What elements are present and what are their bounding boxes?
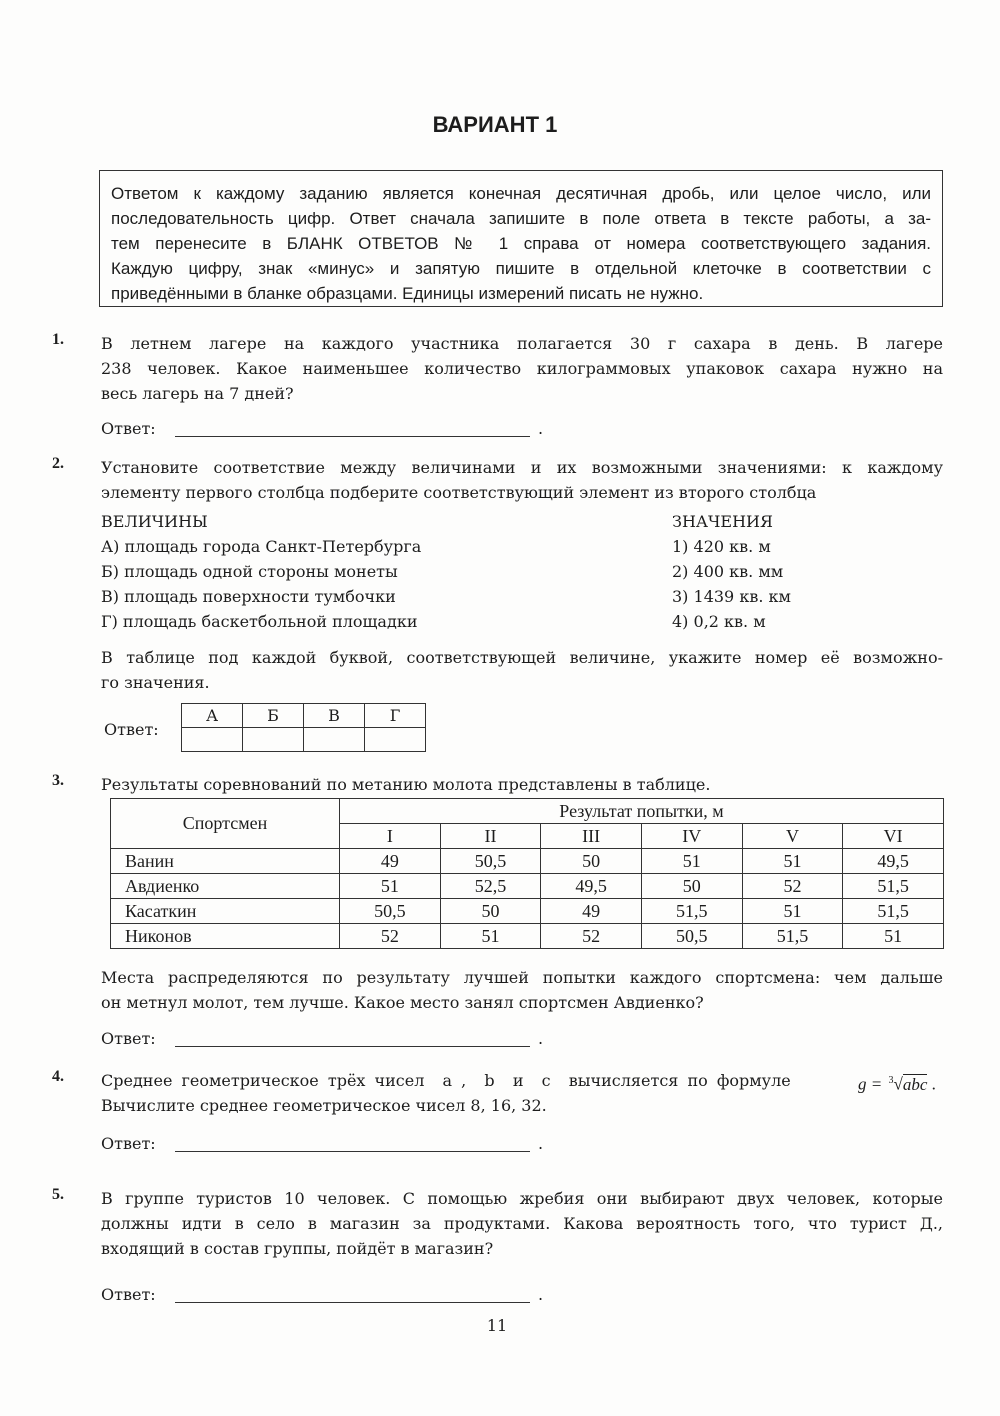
text-line: Результаты соревнований по метанию молота представлены в таблице. [101, 775, 711, 794]
task-number-5: 5. [52, 1186, 64, 1203]
task-number-2: 2. [52, 455, 64, 472]
result-cell: 51,5 [843, 899, 944, 924]
column-header: ЗНАЧЕНИЯ [672, 512, 773, 531]
answer-field-1[interactable] [175, 436, 530, 437]
text-line: весь лагерь на 7 дней? [101, 384, 294, 403]
text-line: В таблице под каждой буквой, соответствующей величине, укажите номер её возможно- [101, 648, 943, 667]
attempt-header: II [440, 824, 541, 849]
text-line: элементу первого столбца подберите соответствующий элемент из второго столбца [101, 483, 817, 502]
answer-period: . [538, 1029, 544, 1048]
result-cell: 50 [641, 874, 742, 899]
answer-label-1: Ответ: [101, 419, 156, 438]
task-2-text [101, 455, 943, 505]
answer-period: . [538, 419, 544, 438]
result-cell: 52 [340, 924, 441, 949]
answer-label-5: Ответ: [101, 1285, 156, 1304]
result-cell: 49 [541, 899, 642, 924]
answer-label-3: Ответ: [101, 1029, 156, 1048]
attempt-header: I [340, 824, 441, 849]
formula-lhs: g = [858, 1074, 883, 1094]
radicand: abc [902, 1074, 928, 1094]
grid-header: Г [365, 704, 426, 728]
result-cell: 51 [843, 924, 944, 949]
result-cell: 49 [340, 849, 441, 874]
grid-header: А [182, 704, 243, 728]
formula: g = $^3$√abc . [858, 1074, 936, 1094]
answer-period: . [538, 1134, 544, 1153]
instruction-line: последовательность цифр. Ответ сначала запишите в поле ответа в тексте работы, а за- [111, 209, 931, 228]
column-header: ВЕЛИЧИНЫ [101, 512, 208, 531]
task-4-text [101, 1068, 943, 1118]
table-row [111, 849, 944, 874]
task-2-note [101, 645, 943, 695]
answer-period: . [538, 1285, 544, 1304]
results-table [110, 798, 944, 949]
instruction-line: приведёнными в бланке образцами. Единицы измерений писать не нужно. [111, 284, 704, 303]
quantity-item: А) площадь города Санкт-Петербурга [101, 537, 422, 556]
result-cell: 51,5 [641, 899, 742, 924]
result-cell: 51,5 [742, 924, 843, 949]
result-cell: 50,5 [440, 849, 541, 874]
table-row [111, 924, 944, 949]
text-line: го значения. [101, 673, 210, 692]
task-number-4: 4. [52, 1068, 64, 1085]
grid-header: В [304, 704, 365, 728]
text-line: Вычислите среднее геометрическое чисел 8, 16, 32. [101, 1096, 547, 1115]
header-athlete: Спортсмен [111, 799, 340, 849]
attempt-header: IV [641, 824, 742, 849]
text-line: В группе туристов 10 человек. С помощью жребия они выбирают двух человек, которые [101, 1189, 943, 1208]
answer-field-5[interactable] [175, 1302, 530, 1303]
table-row [111, 899, 944, 924]
task-3-intro [101, 772, 943, 797]
grid-header: Б [243, 704, 304, 728]
grid-cell[interactable] [365, 728, 426, 752]
athlete-name: Никонов [111, 924, 340, 949]
result-cell: 52 [742, 874, 843, 899]
answer-field-3[interactable] [175, 1046, 530, 1047]
text-line: Места распределяются по результату лучшей попытки каждого спортсмена: чем дальше [101, 968, 943, 987]
instruction-line: Ответом к каждому заданию является конечная десятичная дробь, или целое число, или [111, 184, 931, 203]
result-cell: 50,5 [641, 924, 742, 949]
task-5-text [101, 1186, 943, 1261]
page-number: 11 [486, 1316, 508, 1335]
instruction-line: тем перенесите в БЛАНК ОТВЕТОВ № 1 справа от номера соответствующего задания. [111, 234, 931, 253]
result-cell: 50 [440, 899, 541, 924]
text-line: В летнем лагере на каждого участника полагается 30 г сахара в день. В лагере [101, 334, 943, 353]
value-item: 2) 400 кв. мм [672, 562, 784, 581]
text-line: Установите соответствие между величинами и их возможными значениями: к каждому [101, 458, 943, 477]
table-row [111, 874, 944, 899]
variant-title: ВАРИАНТ 1 [432, 112, 558, 137]
task-number-3: 3. [52, 772, 64, 789]
answer-field-4[interactable] [175, 1151, 530, 1152]
attempt-header: VI [843, 824, 944, 849]
value-item: 4) 0,2 кв. м [672, 612, 766, 631]
grid-cell[interactable] [304, 728, 365, 752]
attempt-header: III [541, 824, 642, 849]
quantity-item: Г) площадь баскетбольной площадки [101, 612, 418, 631]
result-cell: 50,5 [340, 899, 441, 924]
answer-grid-2 [181, 703, 426, 752]
result-cell: 49,5 [843, 849, 944, 874]
result-cell: 51 [641, 849, 742, 874]
grid-cell[interactable] [182, 728, 243, 752]
text-line: 238 человек. Какое наименьшее количество килограммовых упаковок сахара нужно на [101, 359, 943, 378]
result-cell: 49,5 [541, 874, 642, 899]
result-cell: 52,5 [440, 874, 541, 899]
quantities-column [101, 509, 421, 634]
text-line: он метнул молот, тем лучше. Какое место занял спортсмен Авдиенко? [101, 993, 704, 1012]
header-result: Результат попытки, м [340, 799, 944, 824]
result-cell: 51,5 [843, 874, 944, 899]
instruction-line: Каждую цифру, знак «минус» и запятую пишите в отдельной клеточке в соответствии с [111, 259, 931, 278]
result-cell: 50 [541, 849, 642, 874]
result-cell: 52 [541, 924, 642, 949]
athlete-name: Касаткин [111, 899, 340, 924]
answer-label-2: Ответ: [104, 720, 159, 739]
quantity-item: Б) площадь одной стороны монеты [101, 562, 398, 581]
task-1-text [101, 331, 943, 406]
attempt-header: V [742, 824, 843, 849]
athlete-name: Авдиенко [111, 874, 340, 899]
task-number-1: 1. [52, 331, 64, 348]
root-index: 3 [888, 1075, 894, 1086]
answer-label-4: Ответ: [101, 1134, 156, 1153]
value-item: 1) 420 кв. м [672, 537, 771, 556]
task-3-text [101, 965, 943, 1015]
result-cell: 51 [340, 874, 441, 899]
value-item: 3) 1439 кв. км [672, 587, 791, 606]
text-line: должны идти в село в магазин за продуктами. Какова вероятность того, что турист Д., [101, 1214, 943, 1233]
instructions-box [99, 170, 943, 307]
text-line: входящий в состав группы, пойдёт в магазин? [101, 1239, 494, 1258]
result-cell: 51 [440, 924, 541, 949]
formula-period: . [931, 1074, 936, 1094]
athlete-name: Ванин [111, 849, 340, 874]
grid-cell[interactable] [243, 728, 304, 752]
text-line: Среднее геометрическое трёх чисел a , b и c вычисляется по формуле [101, 1071, 791, 1090]
quantity-item: В) площадь поверхности тумбочки [101, 587, 396, 606]
values-column [672, 509, 791, 634]
result-cell: 51 [742, 899, 843, 924]
result-cell: 51 [742, 849, 843, 874]
